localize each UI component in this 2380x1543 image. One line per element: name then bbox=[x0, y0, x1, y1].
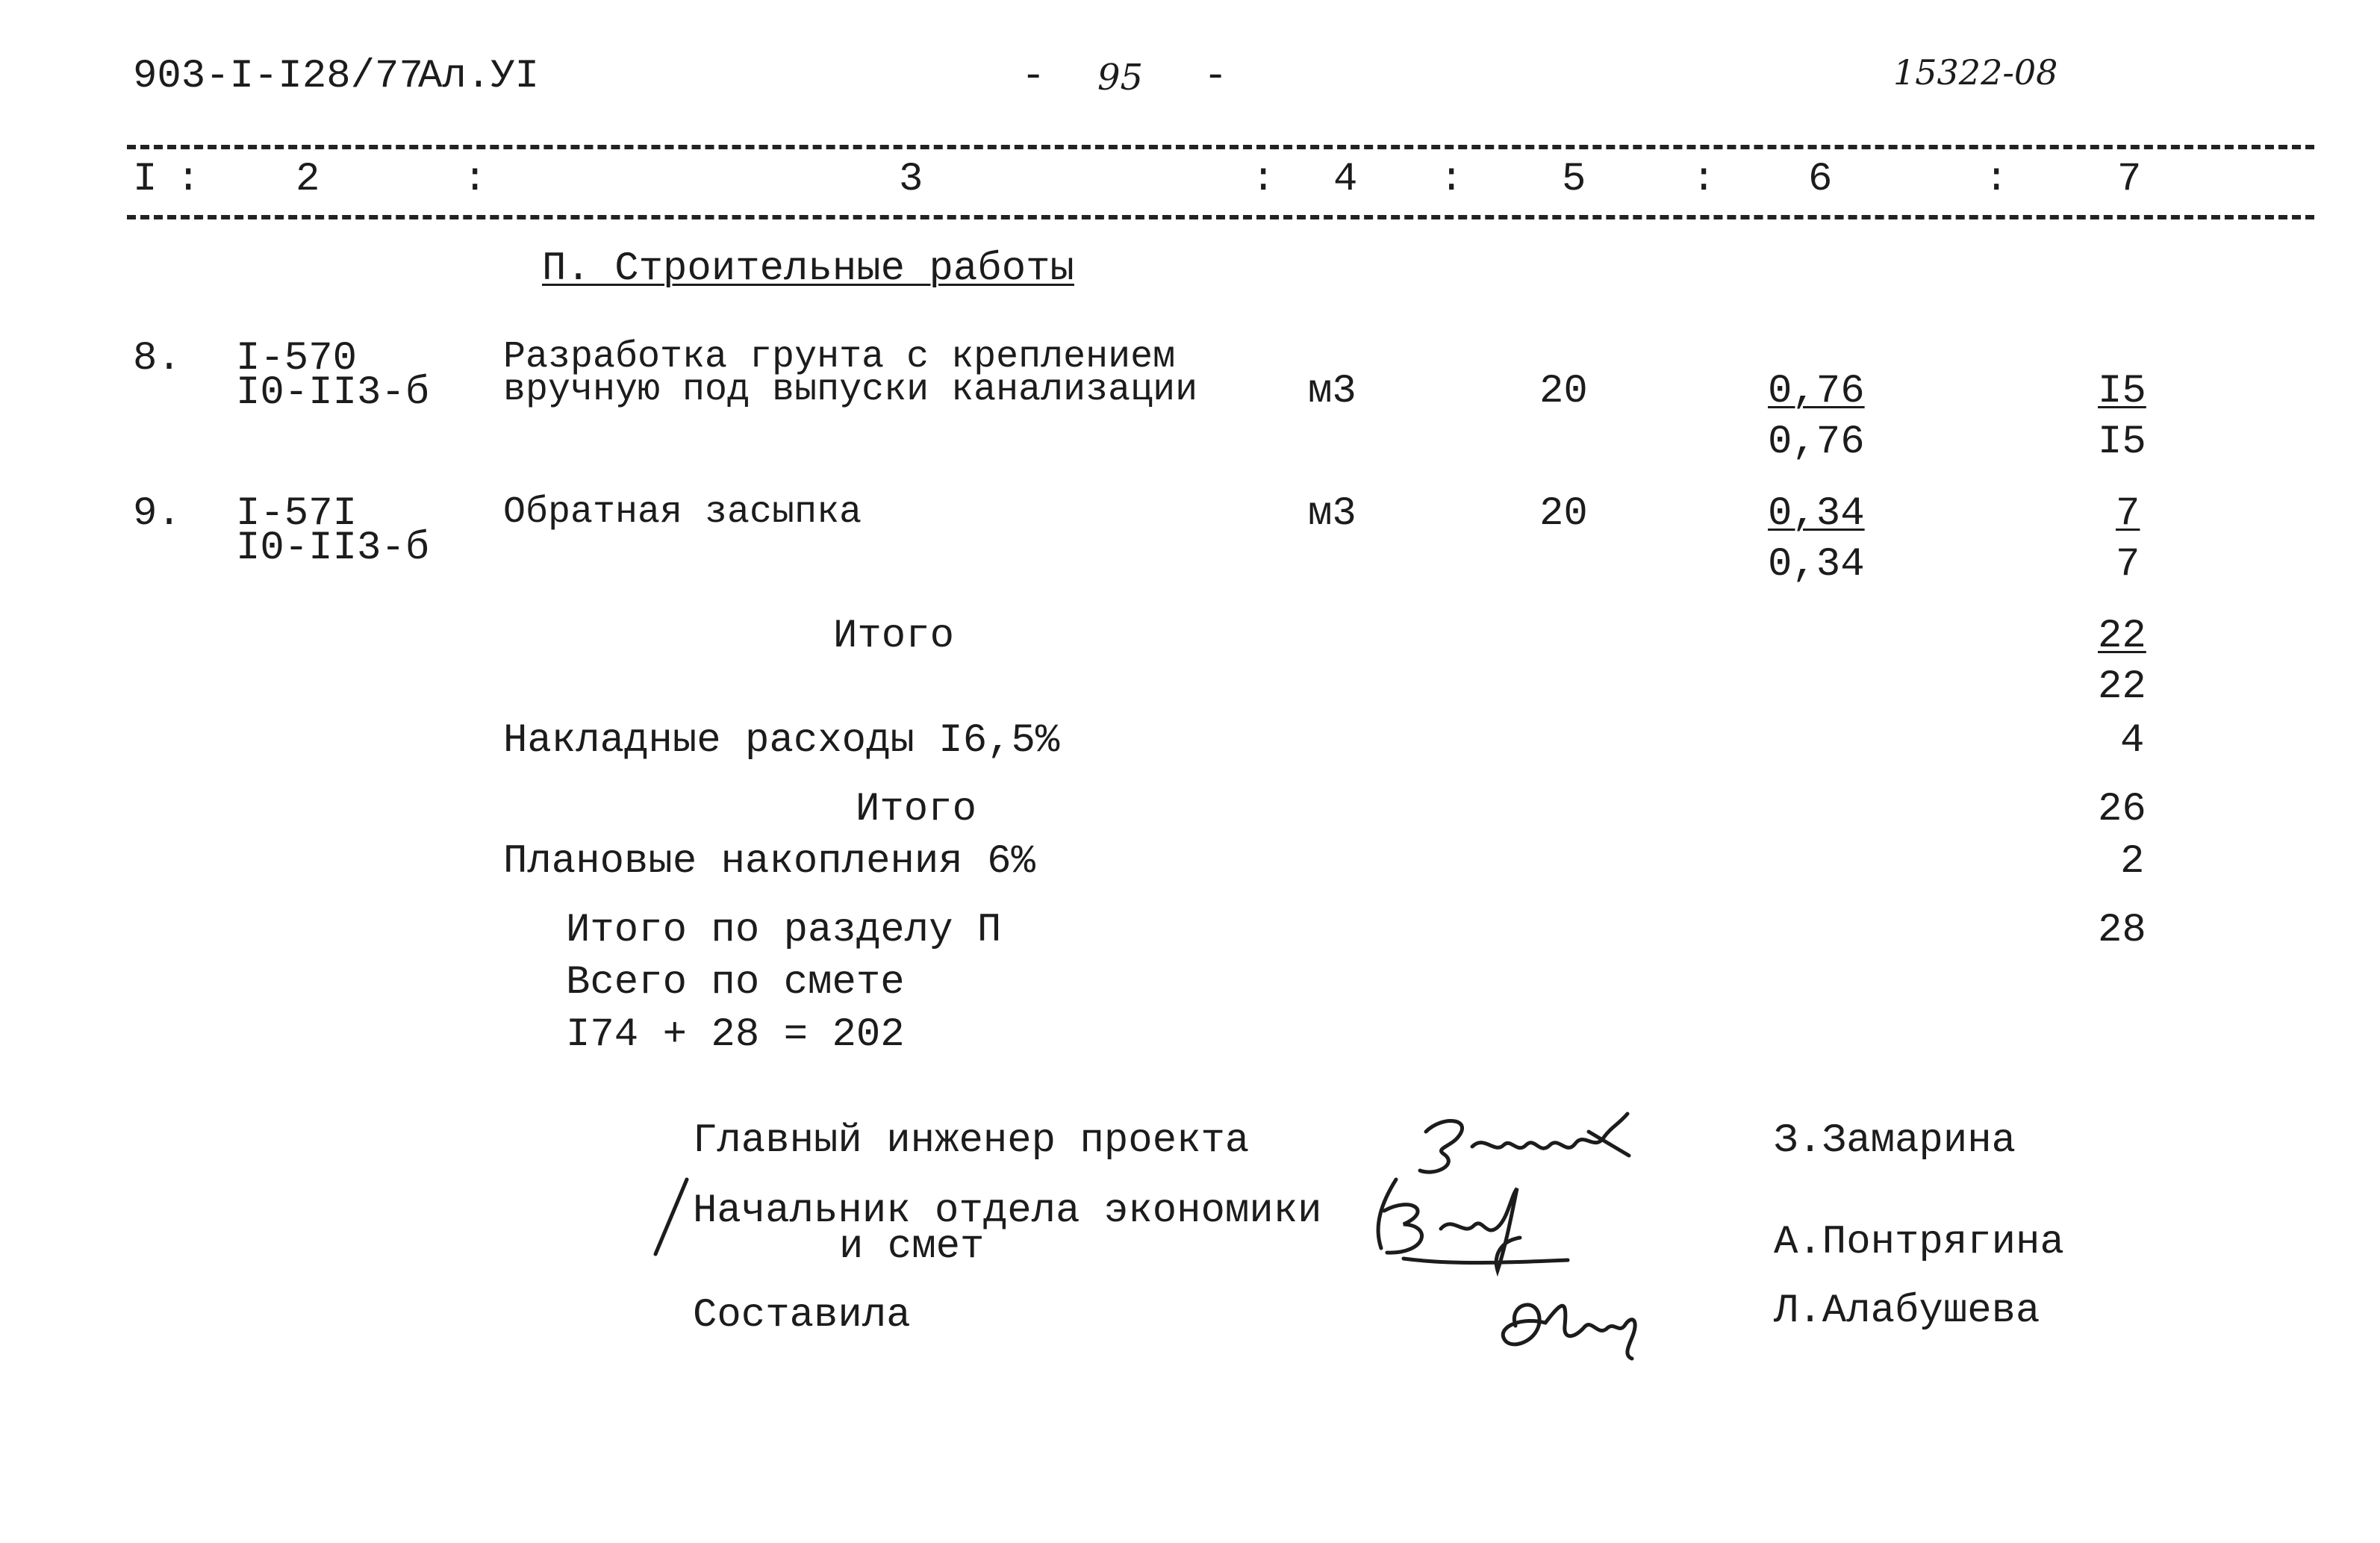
row-unit: м3 bbox=[1308, 369, 1356, 414]
signature-scribble-2 bbox=[1351, 1166, 1590, 1278]
overhead-label: Накладные расходы I6,5% bbox=[503, 718, 1060, 764]
section-title-text: П. Строительные работы bbox=[542, 246, 1074, 292]
signature-role-continued: и смет bbox=[839, 1224, 985, 1270]
column-header-4: 4 bbox=[1333, 157, 1358, 202]
page-dash-left: - bbox=[1021, 54, 1046, 99]
page-number: 95 bbox=[1097, 57, 1144, 99]
column-header-2: 2 bbox=[296, 157, 320, 202]
subtotal-value-secondary: 22 bbox=[2098, 664, 2146, 710]
planned-savings-label: Плановые накопления 6% bbox=[503, 839, 1035, 885]
signature-role: Главный инженер проекта bbox=[693, 1118, 1250, 1164]
signature-scribble-3 bbox=[1493, 1281, 1650, 1363]
row-code-secondary: I0-II3-б bbox=[236, 370, 430, 416]
row-description: вручную под выпуски канализации bbox=[503, 369, 1198, 411]
signature-role: Составила bbox=[693, 1293, 911, 1338]
header-rule-top bbox=[127, 145, 2314, 149]
row-unit-price-secondary: 0,76 bbox=[1768, 420, 1865, 465]
total-after-overhead-label: Итого bbox=[856, 787, 977, 832]
row-quantity: 20 bbox=[1539, 369, 1588, 414]
subtotal-label: Итого bbox=[833, 614, 955, 659]
row-cost-secondary: I5 bbox=[2098, 420, 2146, 465]
row-unit: м3 bbox=[1308, 491, 1356, 537]
row-quantity: 20 bbox=[1539, 491, 1588, 537]
section-title bbox=[542, 246, 1074, 292]
row-number: 8. bbox=[133, 336, 181, 381]
subtotal-value: 22 bbox=[2098, 614, 2146, 659]
row-description: Разработка грунта с креплением bbox=[503, 336, 1176, 378]
signature-role: Начальник отдела экономики bbox=[693, 1188, 1322, 1234]
column-header-3: 3 bbox=[899, 157, 923, 202]
row-unit-price: 0,76 bbox=[1768, 369, 1865, 414]
row-unit-price-secondary: 0,34 bbox=[1768, 542, 1865, 587]
estimate-total-label: Всего по смете bbox=[566, 960, 905, 1006]
row-code-primary: I-57I bbox=[236, 491, 358, 537]
column-separator: : bbox=[463, 157, 487, 202]
slash-mark bbox=[649, 1176, 694, 1259]
column-header-5: 5 bbox=[1562, 157, 1586, 202]
estimate-total-formula: I74 + 28 = 202 bbox=[566, 1012, 905, 1058]
column-separator: : bbox=[1439, 157, 1464, 202]
total-after-overhead-value: 26 bbox=[2098, 787, 2146, 832]
album-label: Ал.УI bbox=[418, 54, 540, 99]
column-separator: : bbox=[1251, 157, 1276, 202]
column-separator: : bbox=[1984, 157, 2009, 202]
page-dash-right: - bbox=[1203, 54, 1228, 99]
column-separator: : bbox=[176, 157, 201, 202]
row-cost-secondary: 7 bbox=[2116, 542, 2140, 587]
row-cost: 7 bbox=[2116, 491, 2140, 537]
row-unit-price: 0,34 bbox=[1768, 491, 1865, 537]
overhead-value: 4 bbox=[2120, 718, 2145, 764]
column-separator: : bbox=[1692, 157, 1716, 202]
header-rule-bottom bbox=[127, 215, 2314, 219]
column-header-6: 6 bbox=[1808, 157, 1833, 202]
signature-name: Л.Алабушева bbox=[1774, 1288, 2040, 1334]
section-total-value: 28 bbox=[2098, 908, 2146, 953]
row-code-secondary: I0-II3-б bbox=[236, 526, 430, 571]
row-cost: I5 bbox=[2098, 369, 2146, 414]
column-header-7: 7 bbox=[2117, 157, 2142, 202]
column-header-1: I bbox=[133, 157, 158, 202]
row-code-primary: I-570 bbox=[236, 336, 358, 381]
section-total-label: Итого по разделу П bbox=[566, 908, 1002, 953]
signature-name: А.Понтрягина bbox=[1774, 1220, 2064, 1265]
planned-savings-value: 2 bbox=[2120, 839, 2145, 885]
inventory-number: 15322-08 bbox=[1893, 52, 2058, 93]
row-number: 9. bbox=[133, 491, 181, 537]
signature-name: З.Замарина bbox=[1774, 1118, 2016, 1164]
row-description: Обратная засыпка bbox=[503, 491, 862, 534]
document-code: 903-I-I28/77 bbox=[133, 54, 423, 99]
